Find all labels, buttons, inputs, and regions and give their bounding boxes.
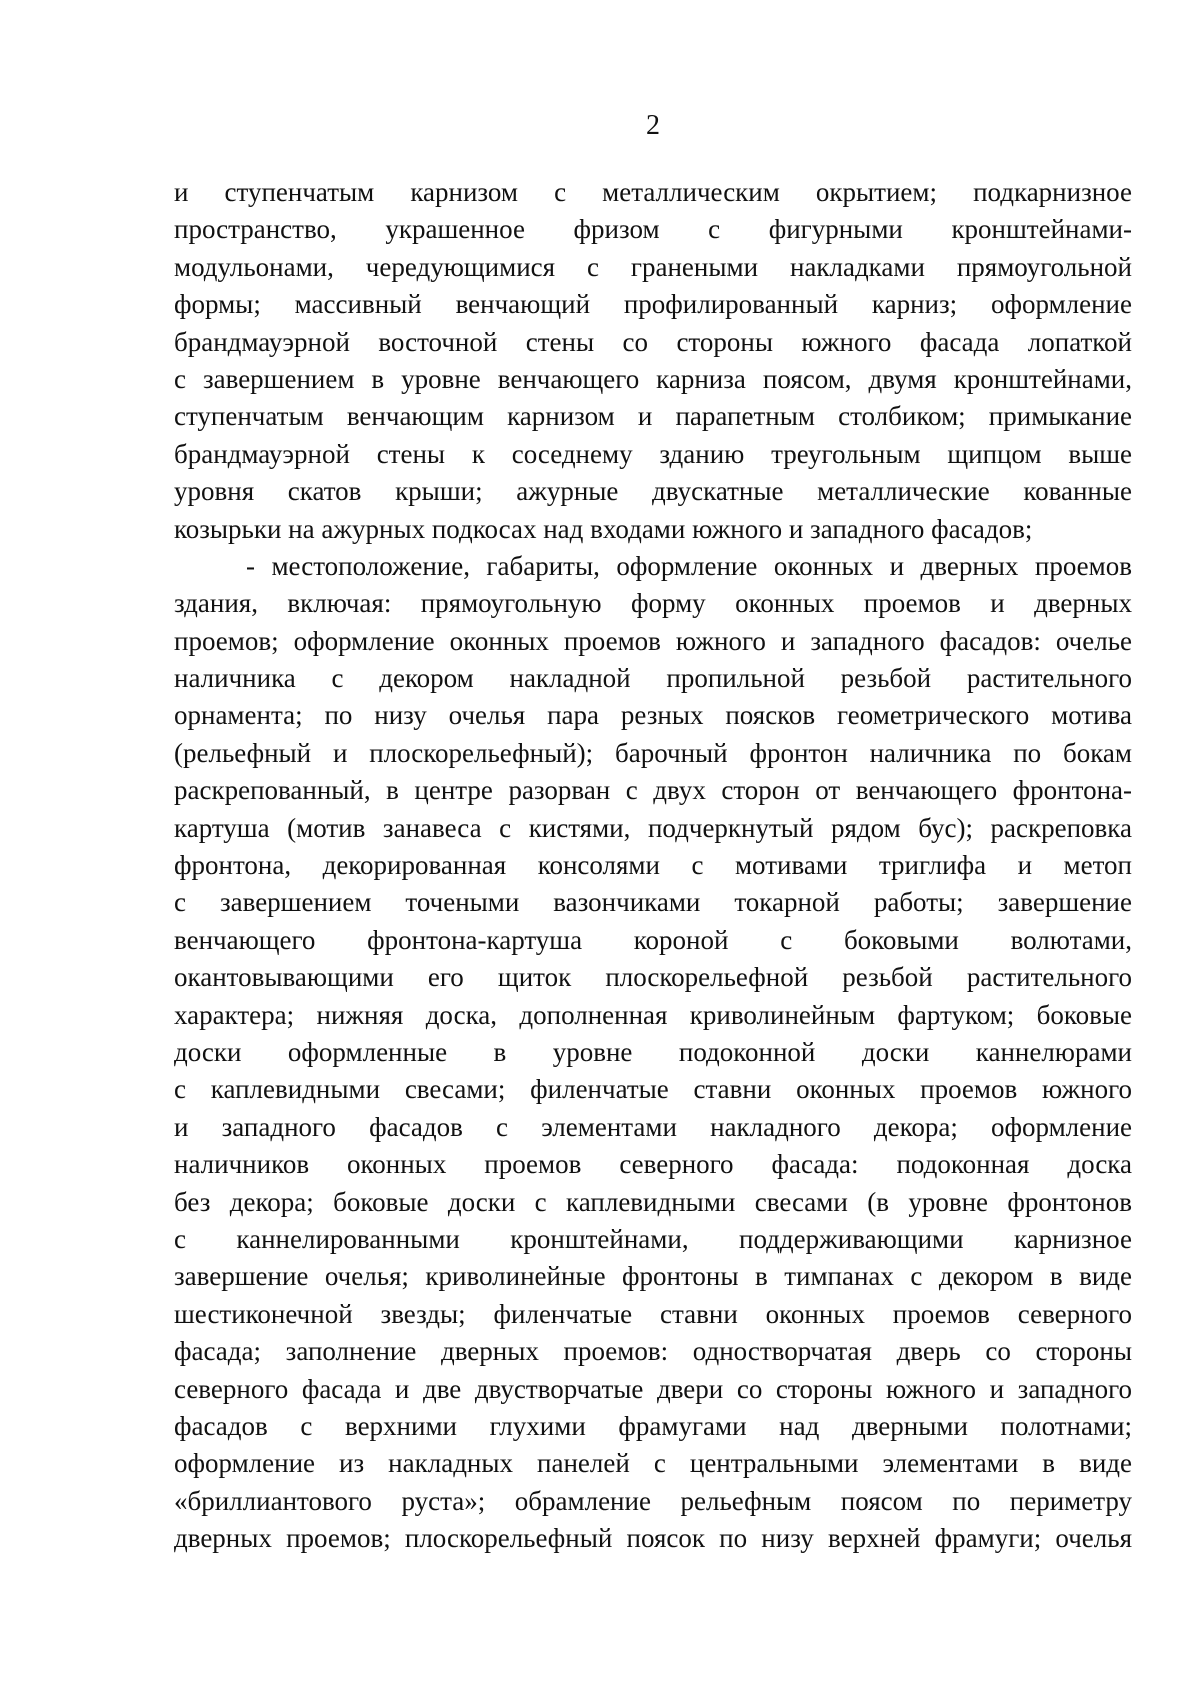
text-line: оформление из накладных панелей с центральными элементами в виде [174, 1448, 1132, 1479]
text-line: уровня скатов крыши; ажурные двускатные металлические кованные [174, 476, 1132, 507]
text-line: модульонами, чередующимися с гранеными накладками прямоугольной [174, 251, 1132, 282]
text-line: с завершением точеными вазончиками токарной работы; завершение [174, 887, 1132, 918]
text-line: дверных проемов; плоскорельефный поясок по низу верхней фрамуги; очелья [174, 1523, 1132, 1554]
text-line: фронтона, декорированная консолями с мотивами триглифа и метоп [174, 850, 1132, 881]
text-line: венчающего фронтона-картуша короной с боковыми волютами, [174, 924, 1132, 955]
page-number: 2 [646, 110, 660, 141]
text-line: (рельефный и плоскорельефный); барочный фронтон наличника по бокам [174, 737, 1132, 768]
text-line: окантовывающими его щиток плоскорельефной резьбой растительного [174, 962, 1132, 993]
text-line: картуша (мотив занавеса с кистями, подчеркнутый рядом бус); раскреповка [174, 812, 1132, 843]
text-line: брандмауэрной стены к соседнему зданию треугольным щипцом выше [174, 438, 1132, 469]
text-line: и западного фасадов с элементами накладного декора; оформление [174, 1111, 1132, 1142]
text-line: фасадов с верхними глухими фрамугами над дверными полотнами; [174, 1410, 1132, 1441]
text-line: завершение очелья; криволинейные фронтоны в тимпанах с декором в виде [174, 1261, 1132, 1292]
text-line: доски оформленные в уровне подоконной доски каннелюрами [174, 1036, 1132, 1067]
text-line: брандмауэрной восточной стены со стороны южного фасада лопаткой [174, 326, 1132, 357]
text-line: без декора; боковые доски с каплевидными свесами (в уровне фронтонов [174, 1186, 1132, 1217]
body-text [174, 174, 1132, 1557]
text-line: проемов; оформление оконных проемов южного и западного фасадов: очелье [174, 625, 1132, 656]
text-line: здания, включая: прямоугольную форму оконных проемов и дверных [174, 588, 1132, 619]
text-line: характера; нижняя доска, дополненная криволинейным фартуком; боковые [174, 999, 1132, 1030]
text-line: фасада; заполнение дверных проемов: одностворчатая дверь со стороны [174, 1336, 1132, 1367]
text-line: орнамента; по низу очелья пара резных поясков геометрического мотива [174, 700, 1132, 731]
text-line: козырьки на ажурных подкосах над входами южного и западного фасадов; [174, 513, 1033, 544]
text-line: «бриллиантового руста»; обрамление рельефным поясом по периметру [174, 1485, 1132, 1516]
text-line: и ступенчатым карнизом с металлическим окрытием; подкарнизное [174, 177, 1132, 207]
text-line: формы; массивный венчающий профилированный карниз; оформление [174, 289, 1132, 320]
text-line: ступенчатым венчающим карнизом и парапетным столбиком; примыкание [174, 401, 1132, 432]
text-line: с каплевидными свесами; филенчатые ставни оконных проемов южного [174, 1074, 1132, 1105]
text-line: пространство, украшенное фризом с фигурными кронштейнами- [174, 214, 1132, 245]
text-line: с завершением в уровне венчающего карниза поясом, двумя кронштейнами, [174, 363, 1132, 394]
text-line: раскрепованный, в центре разорван с двух сторон от венчающего фронтона- [174, 775, 1132, 806]
text-line: с каннелированными кронштейнами, поддерживающими карнизное [174, 1223, 1132, 1254]
text-line: - местоположение, габариты, оформление оконных и дверных проемов [246, 550, 1132, 581]
text-line: шестиконечной звезды; филенчатые ставни оконных проемов северного [174, 1298, 1132, 1329]
text-line: наличника с декором накладной пропильной резьбой растительного [174, 663, 1132, 694]
text-line: северного фасада и две двустворчатые двери со стороны южного и западного [174, 1373, 1132, 1404]
text-line: наличников оконных проемов северного фасада: подоконная доска [174, 1149, 1132, 1180]
